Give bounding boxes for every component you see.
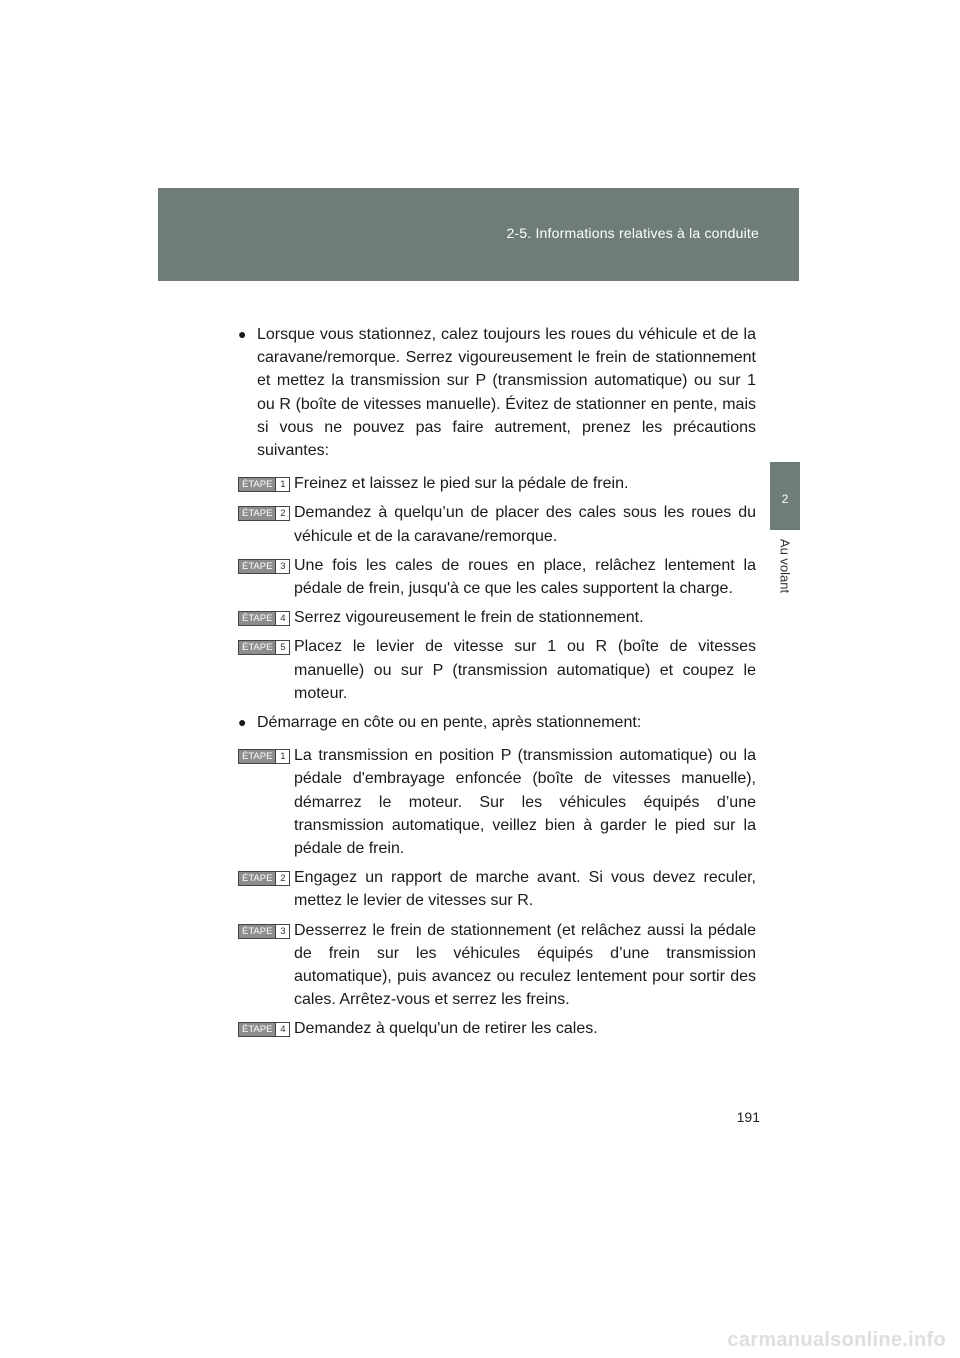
- chapter-tab: [770, 462, 800, 530]
- section-title: 2-5. Informations relatives à la conduite: [506, 225, 759, 241]
- step-item: [238, 472, 756, 495]
- footer-watermark: carmanualsonline.info: [727, 1329, 946, 1351]
- step-item: [238, 635, 756, 705]
- step-item: [238, 501, 756, 547]
- chapter-number: 2: [781, 492, 789, 506]
- step-badge-label: ÉTAPE: [239, 872, 275, 885]
- step-badge: [238, 559, 290, 574]
- step-badge-label: ÉTAPE: [239, 925, 275, 938]
- bullet-text: Lorsque vous stationnez, calez toujours les roues du véhicule et de la caravane/remorque. Serrez vigoureusement le frein de stationnement et mettez la transmission sur P (transmission automatique) ou sur 1 ou R (boîte de vitesses manuelle). Évitez de stationner en pente, mais si vous ne pouvez pas faire autrement, prenez les précautions suivantes:: [257, 326, 756, 460]
- step-badge-label: ÉTAPE: [239, 478, 275, 491]
- step-item: [238, 606, 756, 629]
- step-badge-label: ÉTAPE: [239, 750, 275, 763]
- step-badge-number: 4: [275, 612, 289, 625]
- step-badge-number: 4: [275, 1023, 289, 1036]
- step-text: La transmission en position P (transmission automatique) ou la pédale d'embrayage enfoncée (boîte de vitesses manuelle), démarrez le moteur. Sur les véhicules équipés d’une transmission automatique, veillez bien à garder le pied sur la pédale de frein.: [294, 747, 756, 858]
- step-badge-number: 3: [275, 925, 289, 938]
- step-badge: [238, 749, 290, 764]
- step-item: [238, 919, 756, 1012]
- chapter-label: Au volant: [777, 538, 793, 594]
- page-content: [238, 323, 756, 1043]
- page-number: 191: [736, 1109, 760, 1125]
- bullet-text: Démarrage en côte ou en pente, après stationnement:: [257, 714, 642, 732]
- step-badge: [238, 640, 290, 655]
- bullet-paragraph: [238, 711, 756, 734]
- step-item: [238, 1017, 756, 1040]
- step-badge-number: 1: [275, 478, 289, 491]
- step-text: Serrez vigoureusement le frein de stationnement.: [294, 609, 644, 627]
- step-badge-number: 2: [275, 872, 289, 885]
- step-badge: [238, 477, 290, 492]
- step-badge: [238, 611, 290, 626]
- step-badge: [238, 924, 290, 939]
- step-badge-label: ÉTAPE: [239, 1023, 275, 1036]
- step-item: [238, 554, 756, 600]
- step-text: Demandez à quelqu'un de retirer les cales.: [294, 1020, 598, 1038]
- step-item: [238, 744, 756, 860]
- bullet-paragraph: [238, 323, 756, 462]
- step-item: [238, 866, 756, 912]
- bullet-icon: ●: [238, 326, 247, 342]
- step-badge: [238, 506, 290, 521]
- step-badge-label: ÉTAPE: [239, 507, 275, 520]
- step-text: Demandez à quelqu’un de placer des cales sous les roues du véhicule et de la caravane/remorque.: [294, 504, 756, 545]
- step-badge-number: 1: [275, 750, 289, 763]
- step-text: Desserrez le frein de stationnement (et relâchez aussi la pédale de frein sur les véhicules équipés d’une transmission automatique), puis avancez ou reculez lentement pour sortir des cales. Arrêtez-vous et serrez les freins.: [294, 921, 756, 1009]
- step-badge-label: ÉTAPE: [239, 641, 275, 654]
- step-badge-number: 3: [275, 560, 289, 573]
- step-badge-label: ÉTAPE: [239, 612, 275, 625]
- step-text: Engagez un rapport de marche avant. Si vous devez reculer, mettez le levier de vitesses sur R.: [294, 869, 756, 910]
- step-badge-number: 5: [275, 641, 289, 654]
- section-header: [158, 188, 799, 281]
- step-text: Une fois les cales de roues en place, relâchez lentement la pédale de frein, jusqu'à ce que les cales supportent la charge.: [294, 556, 756, 598]
- step-badge: [238, 1022, 290, 1037]
- step-text: Placez le levier de vitesse sur 1 ou R (boîte de vitesses manuelle) ou sur P (transmission automatique) et coupez le moteur.: [294, 638, 756, 702]
- step-badge: [238, 871, 290, 886]
- step-badge-label: ÉTAPE: [239, 560, 275, 573]
- bullet-icon: ●: [238, 714, 247, 731]
- step-badge-number: 2: [275, 507, 289, 520]
- step-text: Freinez et laissez le pied sur la pédale de frein.: [294, 475, 629, 493]
